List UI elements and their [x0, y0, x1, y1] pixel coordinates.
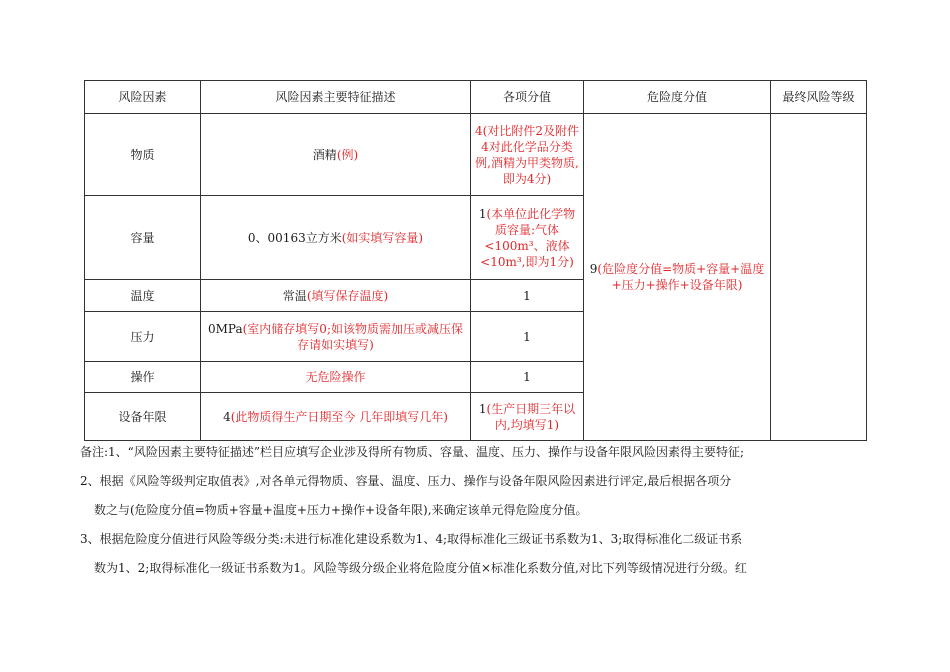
note-line: 数为1、2;取得标准化一级证书系数为1。风险等级分级企业将危险度分值×标准化系数分值,对比下列等级情况进行分级。红: [94, 561, 747, 575]
factor-cell: 物质: [85, 114, 201, 196]
header-description: 风险因素主要特征描述: [201, 81, 471, 114]
header-danger-score: 危险度分值: [584, 81, 771, 114]
description-cell: 常温(填写保存温度): [201, 280, 471, 312]
description-cell: 酒精(例): [201, 114, 471, 196]
score-cell: 1(生产日期三年以内,均填写1): [471, 393, 584, 441]
table-header-row: [85, 81, 867, 114]
final-level-cell: [771, 114, 867, 441]
note-line: 备注:1、“风险因素主要特征描述”栏目应填写企业涉及得所有物质、容量、温度、压力、操作与设备年限风险因素得主要特征;: [80, 445, 744, 459]
factor-cell: 设备年限: [85, 393, 201, 441]
header-final-level: 最终风险等级: [771, 81, 867, 114]
danger-score-cell: 9(危险度分值=物质+容量+温度+压力+操作+设备年限): [584, 114, 771, 441]
score-cell: 1: [471, 280, 584, 312]
factor-cell: 容量: [85, 196, 201, 280]
factor-cell: 操作: [85, 362, 201, 393]
description-cell: 0MPa(室内储存填写0;如该物质需加压或减压保存请如实填写): [201, 312, 471, 362]
factor-cell: 压力: [85, 312, 201, 362]
factor-cell: 温度: [85, 280, 201, 312]
description-cell: 0、00163立方米(如实填写容量): [201, 196, 471, 280]
risk-assessment-table: [84, 80, 867, 441]
notes-section: [80, 438, 870, 583]
score-cell: 1: [471, 312, 584, 362]
note-line: 3、根据危险度分值进行风险等级分类:未进行标准化建设系数为1、4;取得标准化三级证书系数为1、3;取得标准化二级证书系: [80, 532, 743, 546]
table-row: [85, 114, 867, 196]
description-cell: 无危险操作: [201, 362, 471, 393]
score-cell: 1(本单位此化学物质容量:气体<100m³、液体<10m³,即为1分): [471, 196, 584, 280]
header-item-score: 各项分值: [471, 81, 584, 114]
score-cell: 4(对比附件2及附件4对此化学品分类例,酒精为甲类物质,即为4分): [471, 114, 584, 196]
description-cell: 4(此物质得生产日期至今 几年即填写几年): [201, 393, 471, 441]
header-factor: 风险因素: [85, 81, 201, 114]
note-line: 数之与(危险度分值=物质+容量+温度+压力+操作+设备年限),来确定该单元得危险度分值。: [94, 503, 588, 517]
note-line: 2、根据《风险等级判定取值表》,对各单元得物质、容量、温度、压力、操作与设备年限风险因素进行评定,最后根据各项分: [80, 474, 732, 488]
score-cell: 1: [471, 362, 584, 393]
